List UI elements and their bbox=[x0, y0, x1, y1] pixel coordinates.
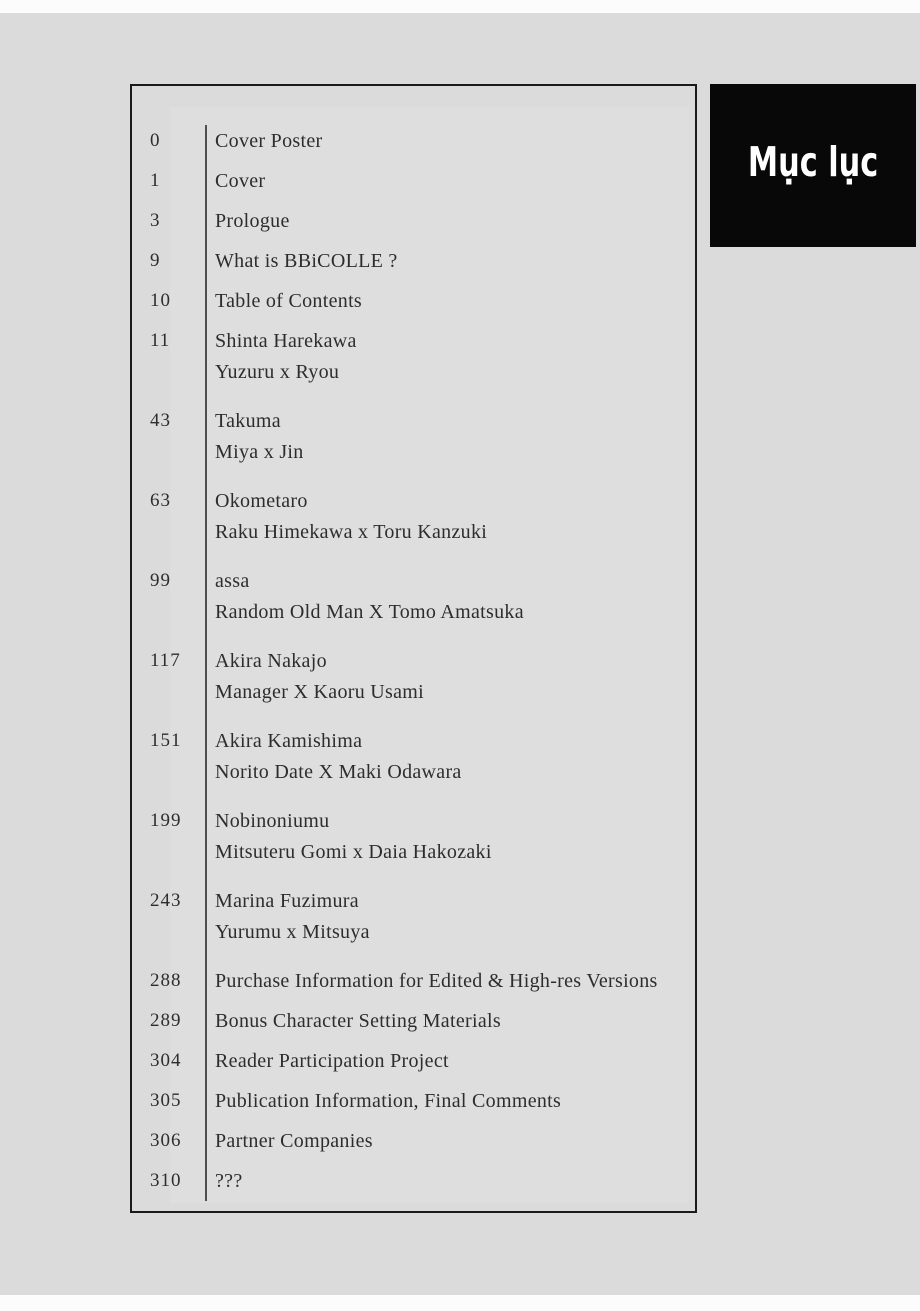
toc-entry bbox=[132, 1127, 695, 1155]
toc-entry-subtitle-row bbox=[132, 758, 695, 786]
toc-entry-subtitle-row bbox=[132, 838, 695, 866]
title-banner bbox=[710, 84, 916, 247]
toc-entry bbox=[132, 1047, 695, 1075]
toc-entry-page-number: 199 bbox=[150, 810, 182, 831]
toc-entry-title: Purchase Information for Edited & High-res Versions bbox=[215, 970, 658, 992]
toc-frame bbox=[130, 84, 697, 1213]
toc-list bbox=[132, 86, 695, 1211]
toc-entry-title: Cover Poster bbox=[215, 130, 323, 152]
toc-entry-page-number: 289 bbox=[150, 1010, 182, 1031]
toc-entry bbox=[132, 327, 695, 355]
toc-entry-title: Takuma bbox=[215, 410, 281, 432]
toc-entry-subtitle-row bbox=[132, 678, 695, 706]
toc-entry-title: ??? bbox=[215, 1170, 243, 1192]
toc-entry-page-number: 305 bbox=[150, 1090, 182, 1111]
toc-entry-page-number: 9 bbox=[150, 250, 161, 271]
toc-entry-page-number: 243 bbox=[150, 890, 182, 911]
toc-entry bbox=[132, 167, 695, 195]
toc-entry-title: assa bbox=[215, 570, 250, 592]
page-edge-strip-bottom bbox=[0, 1295, 920, 1311]
toc-entry-page-number: 10 bbox=[150, 290, 171, 311]
toc-entry-title: Reader Participation Project bbox=[215, 1050, 449, 1072]
toc-entry-page-number: 11 bbox=[150, 330, 171, 351]
toc-entry-page-number: 1 bbox=[150, 170, 161, 191]
toc-entry-subtitle: Yuzuru x Ryou bbox=[215, 361, 340, 383]
toc-entry-subtitle: Raku Himekawa x Toru Kanzuki bbox=[215, 521, 488, 543]
toc-entry bbox=[132, 727, 695, 755]
toc-entry-subtitle-row bbox=[132, 598, 695, 626]
toc-entry-title: Bonus Character Setting Materials bbox=[215, 1010, 501, 1032]
toc-entry-subtitle: Random Old Man X Tomo Amatsuka bbox=[215, 601, 524, 623]
toc-entry-subtitle-row bbox=[132, 358, 695, 386]
toc-entry bbox=[132, 647, 695, 675]
toc-entry-page-number: 43 bbox=[150, 410, 171, 431]
toc-entry-page-number: 0 bbox=[150, 130, 161, 151]
toc-entry-page-number: 3 bbox=[150, 210, 161, 231]
page-edge-strip-top bbox=[0, 0, 920, 13]
toc-entry-page-number: 151 bbox=[150, 730, 182, 751]
toc-entry-subtitle: Miya x Jin bbox=[215, 441, 304, 463]
page-title: Mục lục bbox=[747, 137, 879, 186]
toc-entry-title: Table of Contents bbox=[215, 290, 363, 312]
toc-entry-title: Marina Fuzimura bbox=[215, 890, 359, 912]
toc-entry-title: Cover bbox=[215, 170, 266, 192]
toc-entry-subtitle: Yurumu x Mitsuya bbox=[215, 921, 370, 943]
toc-entry bbox=[132, 567, 695, 595]
toc-entry bbox=[132, 1007, 695, 1035]
toc-entry bbox=[132, 287, 695, 315]
toc-entry-page-number: 63 bbox=[150, 490, 171, 511]
toc-entry-title: Partner Companies bbox=[215, 1130, 373, 1152]
toc-entry-title: Shinta Harekawa bbox=[215, 330, 357, 352]
toc-entry bbox=[132, 1167, 695, 1195]
toc-entry bbox=[132, 127, 695, 155]
toc-entry bbox=[132, 1087, 695, 1115]
toc-entry bbox=[132, 967, 695, 995]
toc-entry-title: What is BBiCOLLE ? bbox=[215, 250, 398, 272]
toc-entry-title: Nobinoniumu bbox=[215, 810, 330, 832]
toc-entry-subtitle-row bbox=[132, 438, 695, 466]
toc-entry bbox=[132, 807, 695, 835]
toc-entry-page-number: 304 bbox=[150, 1050, 182, 1071]
toc-entry-title: Okometaro bbox=[215, 490, 308, 512]
toc-entry bbox=[132, 487, 695, 515]
toc-entry-page-number: 310 bbox=[150, 1170, 182, 1191]
toc-entry-page-number: 306 bbox=[150, 1130, 182, 1151]
toc-entry-title: Publication Information, Final Comments bbox=[215, 1090, 562, 1112]
toc-entry bbox=[132, 247, 695, 275]
toc-entry-page-number: 99 bbox=[150, 570, 171, 591]
toc-entry-page-number: 288 bbox=[150, 970, 182, 991]
toc-entry-subtitle: Norito Date X Maki Odawara bbox=[215, 761, 462, 783]
toc-entry-subtitle-row bbox=[132, 518, 695, 546]
toc-entry bbox=[132, 887, 695, 915]
toc-entry-title: Prologue bbox=[215, 210, 290, 232]
toc-entry-page-number: 117 bbox=[150, 650, 181, 671]
toc-entry bbox=[132, 407, 695, 435]
toc-entry-subtitle: Manager X Kaoru Usami bbox=[215, 681, 425, 703]
toc-entry-title: Akira Kamishima bbox=[215, 730, 363, 752]
toc-entry bbox=[132, 207, 695, 235]
toc-entry-subtitle: Mitsuteru Gomi x Daia Hakozaki bbox=[215, 841, 492, 863]
toc-entry-title: Akira Nakajo bbox=[215, 650, 327, 672]
toc-entry-subtitle-row bbox=[132, 918, 695, 946]
